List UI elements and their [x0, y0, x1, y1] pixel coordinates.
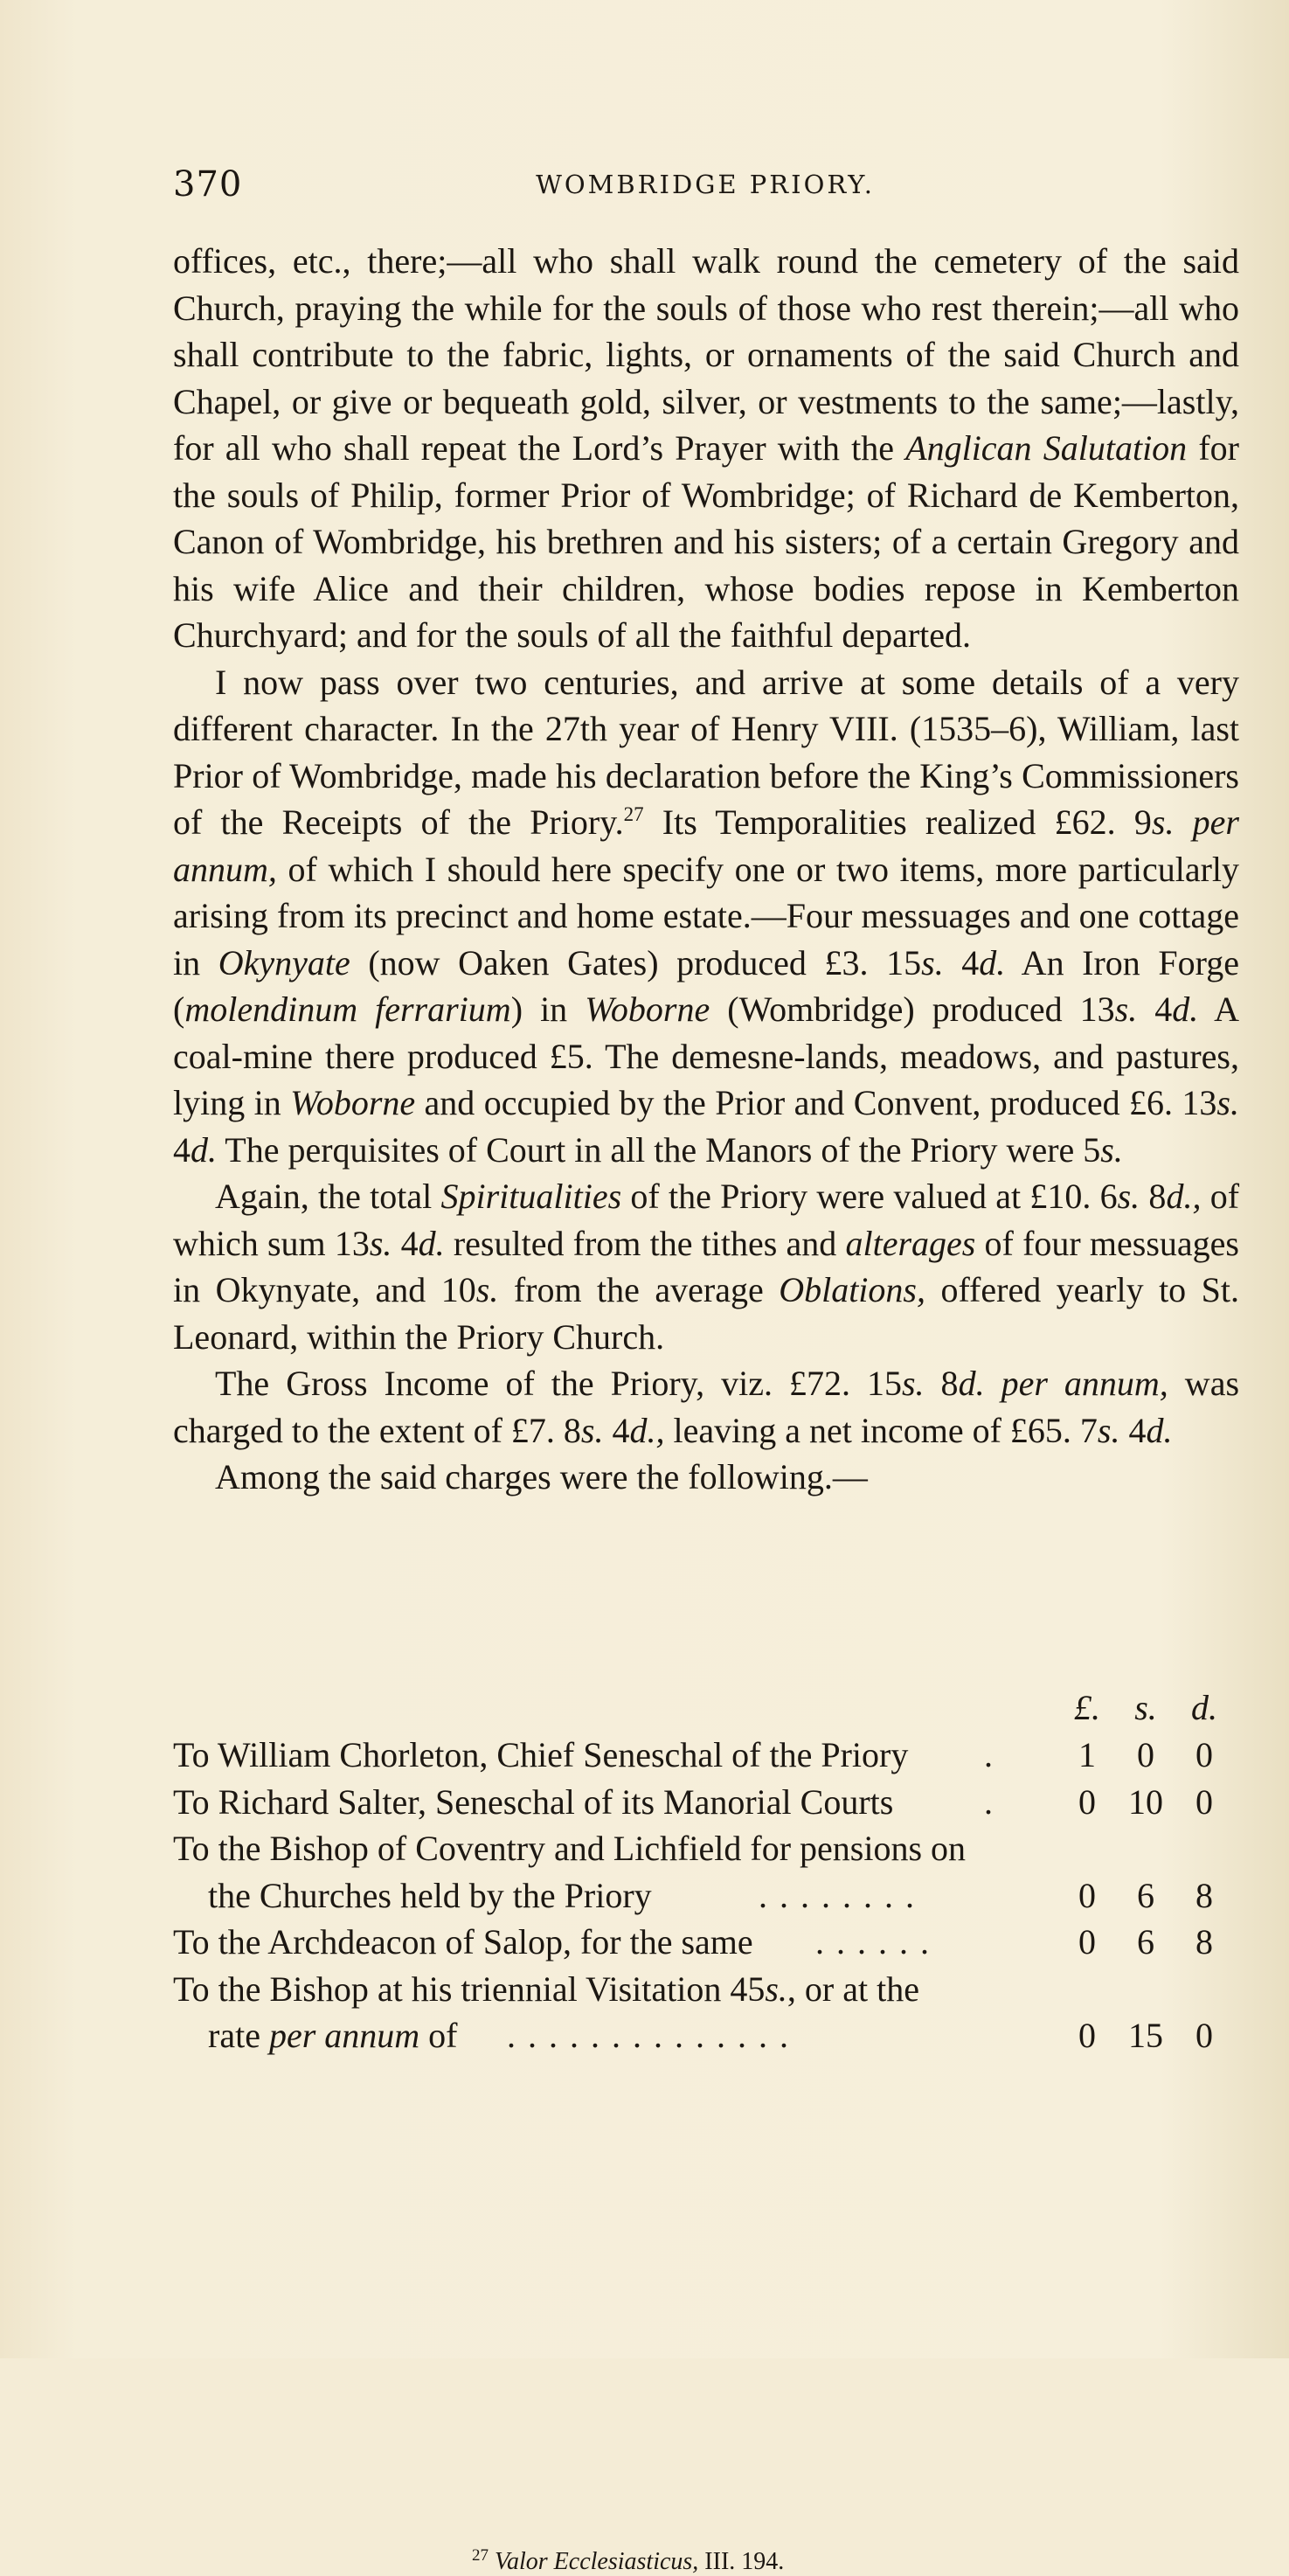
amount-shillings: 0 — [1137, 1735, 1154, 1774]
charge-row — [173, 1921, 1241, 1968]
amount-pence: 0 — [1195, 1735, 1213, 1774]
charge-row — [173, 1781, 1241, 1829]
footnote-number: 27 — [472, 2546, 489, 2565]
leader-dots: . — [984, 1735, 1005, 1774]
charge-description: To Richard Salter, Seneschal of its Manorial Courts — [173, 1781, 894, 1822]
running-head: WOMBRIDGE PRIORY. — [536, 170, 875, 199]
charges-table — [173, 1687, 1241, 2062]
amount-pounds: 0 — [1078, 1875, 1096, 1915]
amount-pence: 0 — [1195, 1781, 1213, 1822]
footnote-location: III. 194. — [698, 2548, 785, 2575]
amount-shillings: 10 — [1128, 1781, 1163, 1822]
amount-pounds: 0 — [1078, 1781, 1096, 1822]
column-pence: d. — [1191, 1688, 1217, 1727]
paragraph-2: I now pass over two centuries, and arrive at some details of a very different character. In the 27th year of Henry VIII. (1535–6), William, last Prior of Wombridge, made his declaration before the King’s Commissioners of the Receipts of the Priory.$^{27}$ Its Temporalities realized £62. 9s. per annum, of which I should here specify one or two items, more particularly arising from its precinct and home estate.—Four messuages and one cottage in Okynyate (now Oaken Gates) produced £3. 15s. 4d. An Iron Forge (molendinum ferrarium) in Woborne (Wombridge) produced 13s. 4d. A coal-mine there produced £5. The demesne-lands, meadows, and pastures, lying in Woborne and occupied by the Prior and Convent, produced £6. 13s. 4d. The perquisites of Court in all the Manors of the Priory were 5s. — [173, 662, 1240, 1170]
charge-row — [173, 2015, 1241, 2062]
charge-row — [173, 1875, 1241, 1922]
amount-pounds: 1 — [1078, 1735, 1096, 1774]
page-number: 370 — [173, 164, 243, 205]
amount-pence: 0 — [1195, 2016, 1213, 2055]
amount-pounds: 0 — [1078, 1922, 1096, 1962]
body-text — [173, 238, 1239, 1501]
charge-description: rate per annum of — [208, 2016, 458, 2055]
paragraph-5: Among the said charges were the following.— — [215, 1457, 868, 1496]
charge-description: To the Bishop at his triennial Visitation 45s., or at the — [173, 1968, 919, 2009]
footnote — [472, 2548, 784, 2576]
leader-dots: ........ — [759, 1875, 926, 1915]
page-header — [173, 164, 1237, 217]
footnote-source: Valor Ecclesiasticus, — [495, 2548, 699, 2575]
amount-shillings: 6 — [1137, 1922, 1154, 1962]
paragraph-3: Again, the total Spiritualities of the Priory were valued at £10. 6s. 8d., of which sum 13s. 4d. resulted from the tithes and alterages of four messuages in Okynyate, and 10s. from the average Oblations, offered yearly to St. Leonard, within the Priory Church. — [173, 1177, 1240, 1357]
charge-description: To William Chorleton, Chief Seneschal of the Priory — [173, 1735, 909, 1774]
column-shillings: s. — [1134, 1688, 1157, 1727]
charges-column-headers — [173, 1687, 1241, 1734]
leader-dots: ...... — [815, 1922, 941, 1962]
charge-description: the Churches held by the Priory — [208, 1875, 652, 1915]
footnote-reference[interactable]: 27 — [623, 803, 644, 825]
charge-row — [173, 1968, 1241, 2016]
paragraph-1: offices, etc., there;—all who shall walk round the cemetery of the said Church, praying the while for the souls of those who rest therein;—all who shall contribute to the fabric, lights, or ornaments of the said Church and Chapel, or give or bequeath gold, silver, or vestments to the same;—lastly, for all who shall repeat the Lord’s Prayer with the Anglican Salutation for the souls of Philip, former Prior of Wombridge; of Richard de Kemberton, Canon of Wombridge, his brethren and his sisters; of a certain Gregory and his wife Alice and their children, whose bodies repose in Kemberton Churchyard; and for the souls of all the faithful departed. — [173, 241, 1239, 655]
paragraph-4: The Gross Income of the Priory, viz. £72. 15s. 8d. per annum, was charged to the extent of £7. 8s. 4d., leaving a net income of £65. 7s. 4d. — [173, 1364, 1240, 1450]
amount-shillings: 6 — [1137, 1875, 1154, 1915]
amount-pence: 8 — [1195, 1875, 1213, 1915]
column-pounds: £. — [1074, 1688, 1100, 1727]
amount-pence: 8 — [1195, 1922, 1213, 1962]
charge-description: To the Archdeacon of Salop, for the same — [173, 1922, 753, 1962]
amount-shillings: 15 — [1128, 2016, 1163, 2055]
charge-row — [173, 1734, 1241, 1781]
charge-row — [173, 1828, 1241, 1875]
leader-dots: . — [984, 1781, 1005, 1822]
leader-dots: .............. — [507, 2016, 800, 2055]
amount-pounds: 0 — [1078, 2016, 1096, 2055]
charge-description: To the Bishop of Coventry and Lichfield for pensions on — [173, 1829, 967, 1868]
